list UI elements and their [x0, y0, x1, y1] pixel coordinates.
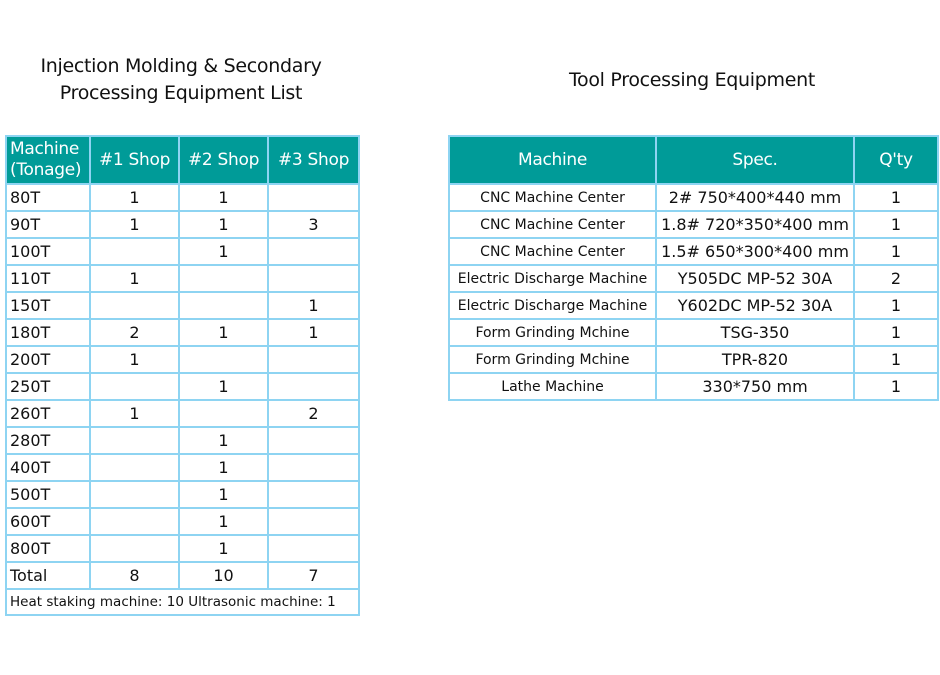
table-row	[6, 373, 359, 400]
machine-cell: 80T	[6, 184, 90, 211]
spec-cell: TSG-350	[656, 319, 854, 346]
spec-cell: TPR-820	[656, 346, 854, 373]
qty-cell: 1	[854, 184, 938, 211]
shop1-cell: 1	[90, 400, 179, 427]
table-row	[6, 265, 359, 292]
machine-cell: 100T	[6, 238, 90, 265]
table-row	[6, 238, 359, 265]
left-title-line2: Processing Equipment List	[59, 82, 303, 104]
shop3-cell	[268, 508, 359, 535]
shop1-cell	[90, 373, 179, 400]
machine-cell: Form Grinding Mchine	[449, 346, 656, 373]
table-row	[449, 292, 938, 319]
qty-cell: 1	[854, 319, 938, 346]
table-row	[6, 454, 359, 481]
machine-cell: Electric Discharge Machine	[449, 265, 656, 292]
machine-cell: 800T	[6, 535, 90, 562]
machine-cell: CNC Machine Center	[449, 184, 656, 211]
spec-cell: 330*750 mm	[656, 373, 854, 400]
machine-cell: Electric Discharge Machine	[449, 292, 656, 319]
table-row	[6, 481, 359, 508]
spec-cell: Y505DC MP-52 30A	[656, 265, 854, 292]
shop2-cell	[179, 400, 268, 427]
machine-cell: 260T	[6, 400, 90, 427]
shop1-cell: 1	[90, 184, 179, 211]
table-row	[6, 211, 359, 238]
shop1-cell: 2	[90, 319, 179, 346]
shop3-cell: 1	[268, 292, 359, 319]
shop1-cell: 1	[90, 265, 179, 292]
table-row	[6, 508, 359, 535]
shop1-cell	[90, 535, 179, 562]
right-title: Tool Processing Equipment	[568, 69, 816, 91]
table-row	[6, 319, 359, 346]
table-row	[6, 400, 359, 427]
tool-processing-table	[448, 135, 939, 401]
machine-cell: 600T	[6, 508, 90, 535]
shop3-cell: 3	[268, 211, 359, 238]
left-title	[0, 53, 362, 107]
machine-cell: 180T	[6, 319, 90, 346]
shop1-cell: 1	[90, 211, 179, 238]
header-qty: Q'ty	[854, 136, 938, 184]
table-row	[6, 292, 359, 319]
footer-note: Heat staking machine: 10 Ultrasonic machine: 1	[6, 589, 359, 615]
spec-cell: 2# 750*400*440 mm	[656, 184, 854, 211]
shop2-cell: 1	[179, 508, 268, 535]
machine-cell: 110T	[6, 265, 90, 292]
shop2-cell: 1	[179, 481, 268, 508]
qty-cell: 1	[854, 373, 938, 400]
shop3-cell	[268, 481, 359, 508]
shop1-cell	[90, 508, 179, 535]
table-header-row	[6, 136, 359, 184]
machine-cell: Lathe Machine	[449, 373, 656, 400]
shop1-cell	[90, 238, 179, 265]
shop3-cell	[268, 454, 359, 481]
header-shop3: #3 Shop	[268, 136, 359, 184]
machine-cell: 250T	[6, 373, 90, 400]
shop2-cell: 1	[179, 373, 268, 400]
machine-cell: 280T	[6, 427, 90, 454]
header-shop1: #1 Shop	[90, 136, 179, 184]
left-title-line1: Injection Molding & Secondary	[40, 55, 322, 77]
header-machine: Machine (Tonage)	[6, 136, 90, 184]
machine-cell: Form Grinding Mchine	[449, 319, 656, 346]
shop3-cell	[268, 373, 359, 400]
shop2-cell: 10	[179, 562, 268, 589]
machine-cell: 90T	[6, 211, 90, 238]
table-row	[449, 211, 938, 238]
table-row	[6, 346, 359, 373]
shop2-cell: 1	[179, 238, 268, 265]
machine-cell: 500T	[6, 481, 90, 508]
shop2-cell	[179, 265, 268, 292]
machine-cell: 150T	[6, 292, 90, 319]
table-row	[6, 562, 359, 589]
shop3-cell	[268, 238, 359, 265]
shop2-cell: 1	[179, 319, 268, 346]
table-row	[6, 427, 359, 454]
shop2-cell: 1	[179, 454, 268, 481]
table-row	[6, 535, 359, 562]
shop1-cell: 1	[90, 346, 179, 373]
machine-cell: CNC Machine Center	[449, 211, 656, 238]
shop1-cell	[90, 292, 179, 319]
qty-cell: 1	[854, 238, 938, 265]
shop2-cell: 1	[179, 184, 268, 211]
spec-cell: Y602DC MP-52 30A	[656, 292, 854, 319]
table-row	[449, 184, 938, 211]
machine-cell: 400T	[6, 454, 90, 481]
shop2-cell	[179, 346, 268, 373]
machine-cell: 200T	[6, 346, 90, 373]
table-row	[449, 373, 938, 400]
shop2-cell: 1	[179, 535, 268, 562]
table-row	[449, 238, 938, 265]
shop3-cell	[268, 265, 359, 292]
spec-cell: 1.8# 720*350*400 mm	[656, 211, 854, 238]
injection-molding-table	[5, 135, 360, 616]
qty-cell: 1	[854, 292, 938, 319]
table-row	[449, 346, 938, 373]
shop3-cell: 1	[268, 319, 359, 346]
header-shop2: #2 Shop	[179, 136, 268, 184]
spec-cell: 1.5# 650*300*400 mm	[656, 238, 854, 265]
qty-cell: 2	[854, 265, 938, 292]
table-header-row	[449, 136, 938, 184]
shop2-cell: 1	[179, 427, 268, 454]
shop3-cell	[268, 346, 359, 373]
machine-cell: CNC Machine Center	[449, 238, 656, 265]
shop1-cell	[90, 454, 179, 481]
shop1-cell	[90, 481, 179, 508]
shop3-cell: 2	[268, 400, 359, 427]
machine-cell: Total	[6, 562, 90, 589]
shop3-cell	[268, 535, 359, 562]
header-machine: Machine	[449, 136, 656, 184]
shop3-cell	[268, 427, 359, 454]
table-row	[6, 184, 359, 211]
shop2-cell	[179, 292, 268, 319]
shop2-cell: 1	[179, 211, 268, 238]
shop3-cell: 7	[268, 562, 359, 589]
header-spec: Spec.	[656, 136, 854, 184]
qty-cell: 1	[854, 211, 938, 238]
footer-row	[6, 589, 359, 615]
shop1-cell: 8	[90, 562, 179, 589]
table-row	[449, 265, 938, 292]
qty-cell: 1	[854, 346, 938, 373]
table-row	[449, 319, 938, 346]
shop3-cell	[268, 184, 359, 211]
shop1-cell	[90, 427, 179, 454]
